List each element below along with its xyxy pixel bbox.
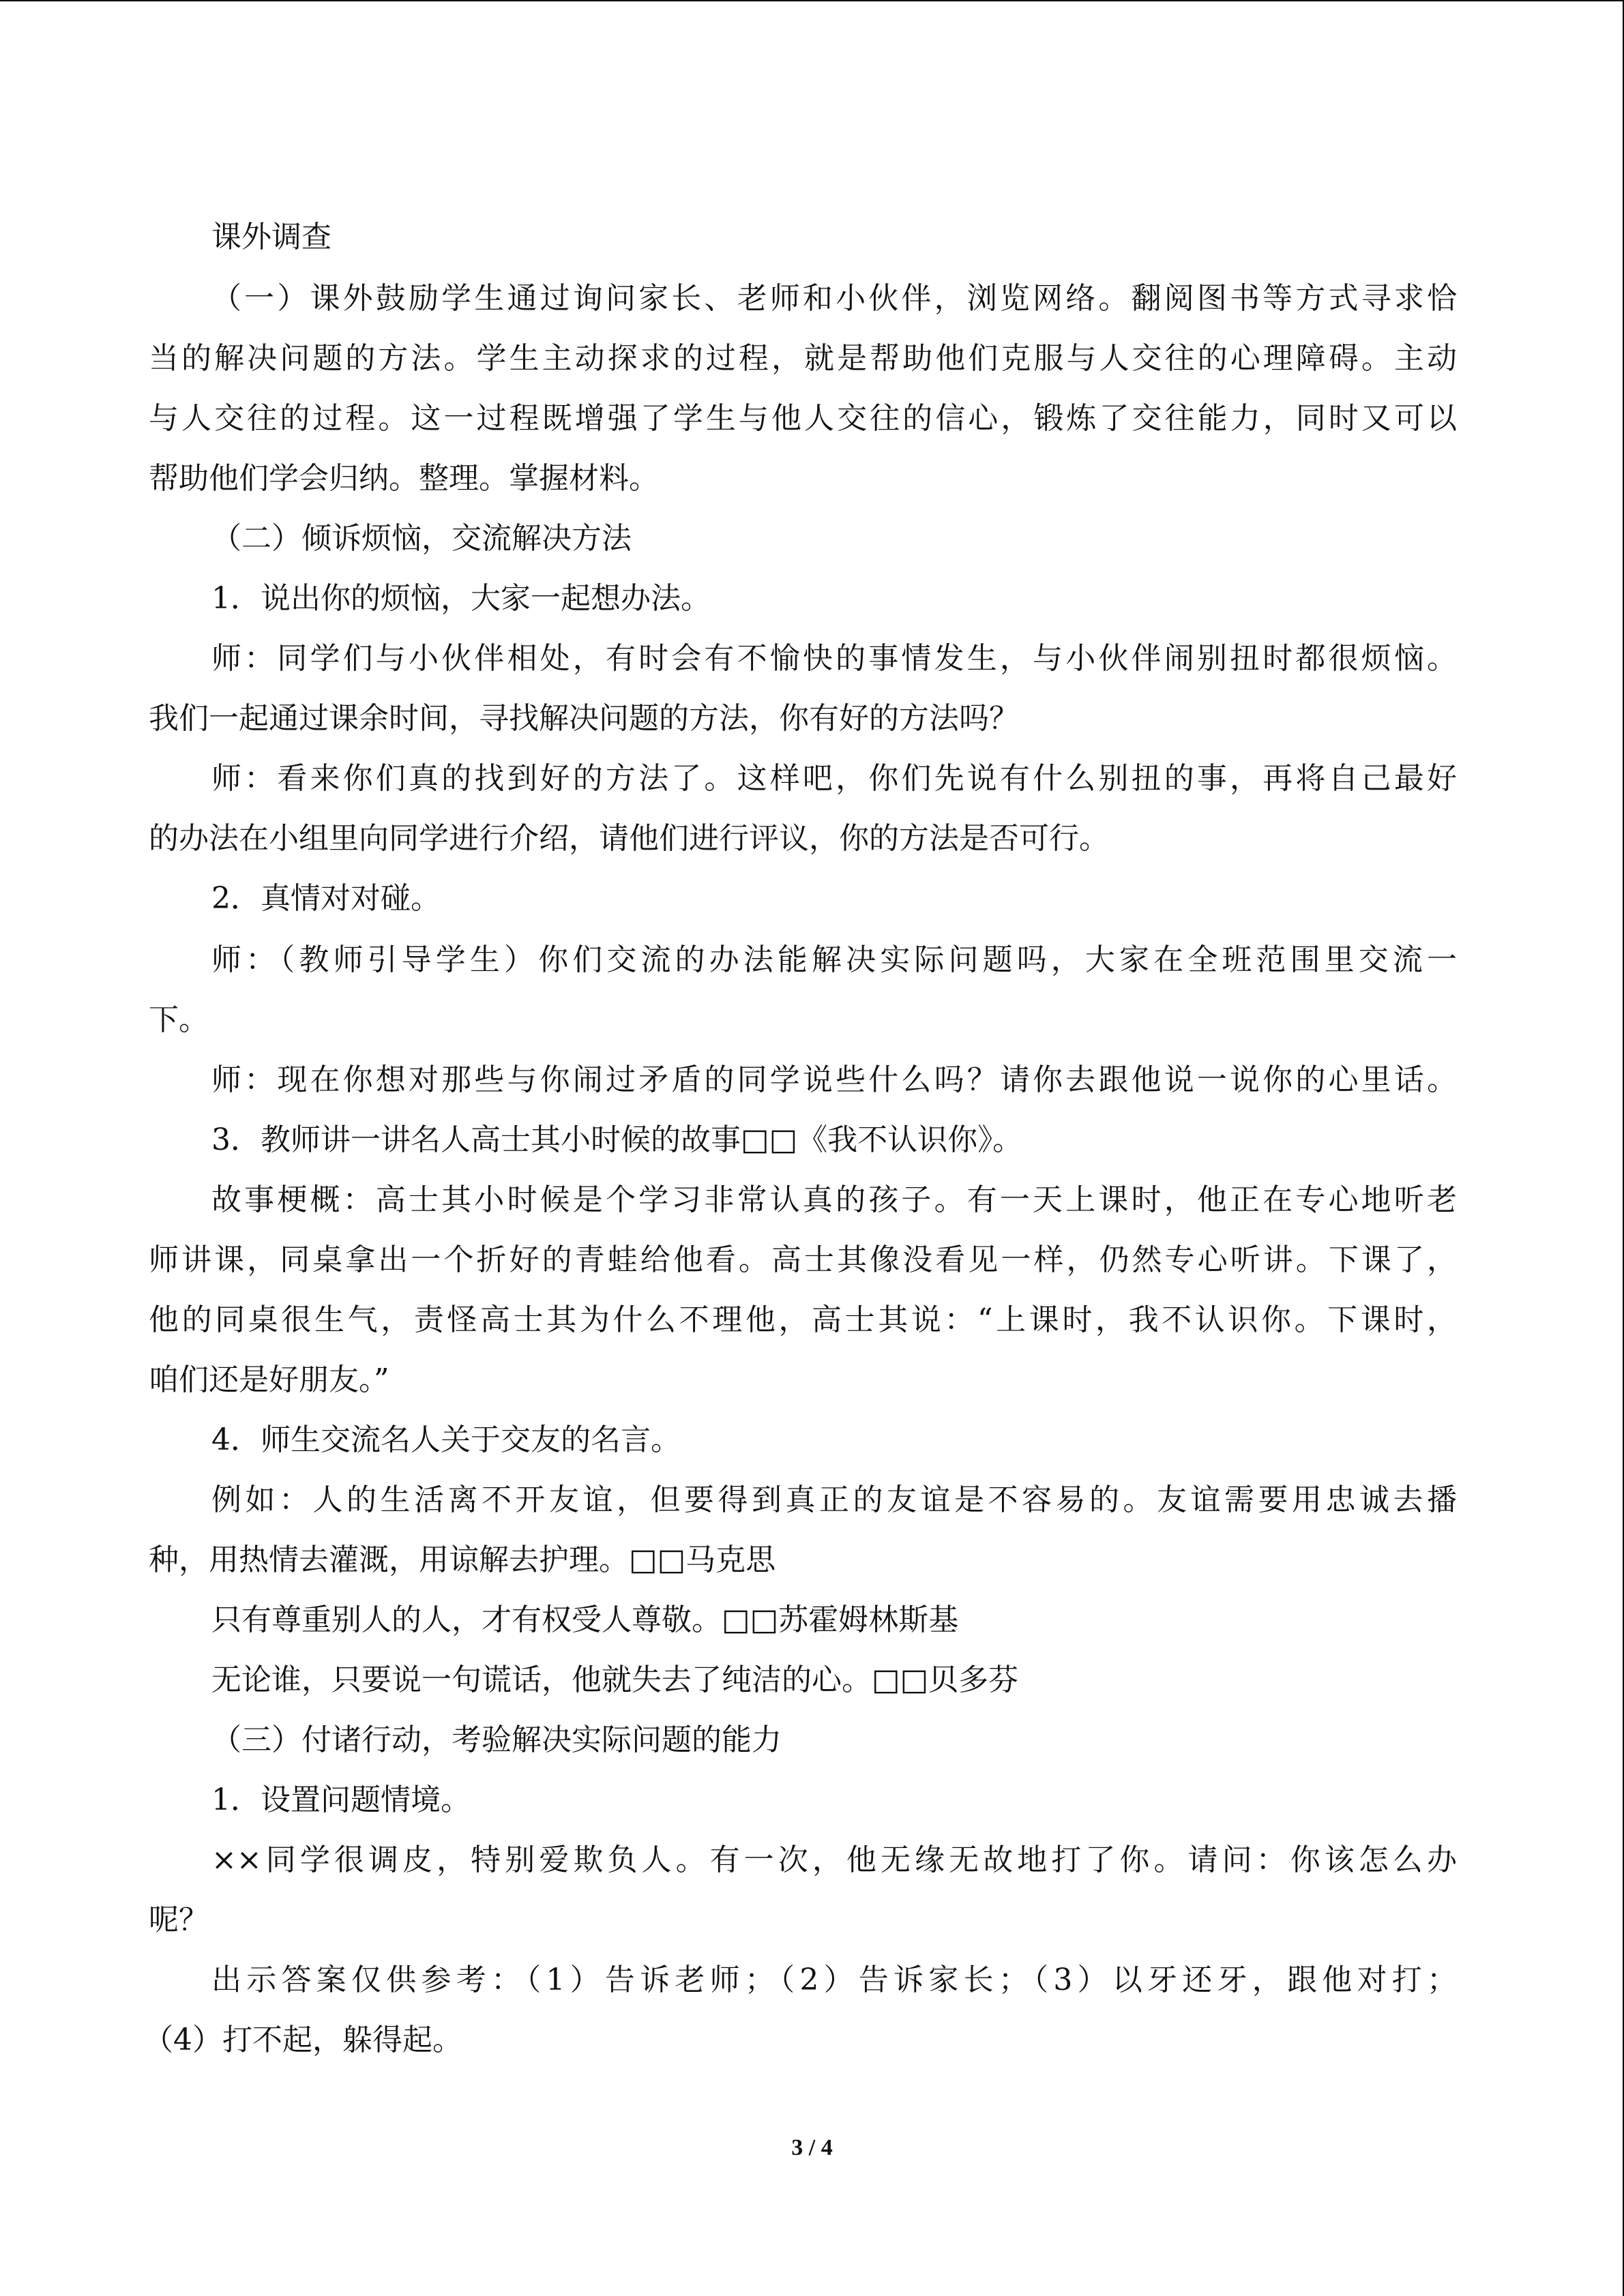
- paragraph-line: 帮助他们学会归纳。整理。掌握材料。: [149, 461, 659, 496]
- paragraph-line: 故事梗概：高士其小时候是个学习非常认真的孩子。有一天上课时，他正在专心地听老: [211, 1182, 1457, 1217]
- paragraph-line: 师：现在你想对那些与你闹过矛盾的同学说些什么吗？请你去跟他说一说你的心里话。: [211, 1062, 1457, 1097]
- paragraph-line: 我们一起通过课余时间，寻找解决问题的方法，你有好的方法吗？: [149, 701, 1019, 736]
- paragraph-line: （4）打不起，躲得起。: [143, 2023, 462, 2057]
- paragraph-line: 下。: [149, 1002, 209, 1037]
- page-number: 3 / 4: [791, 2135, 833, 2160]
- paragraph-line: ××同学很调皮，特别爱欺负人。有一次，他无缘无故地打了你。请问：你该怎么办: [211, 1843, 1457, 1877]
- paragraph-line: 例如：人的生活离不开友谊，但要得到真正的友谊是不容易的。友谊需要用忠诚去播: [211, 1482, 1457, 1517]
- paragraph-line: 师：同学们与小伙伴相处，有时会有不愉快的事情发生，与小伙伴闹别扭时都很烦恼。: [211, 641, 1457, 676]
- paragraph-line: 师讲课，同桌拿出一个折好的青蛙给他看。高士其像没看见一样，仍然专心听讲。下课了，: [149, 1242, 1457, 1277]
- list-item: 2．真情对对碰。: [211, 881, 441, 916]
- paragraph-line: 师：（教师引导学生）你们交流的办法能解决实际问题吗，大家在全班范围里交流一: [211, 942, 1457, 977]
- list-item: 4．师生交流名人关于交友的名言。: [211, 1422, 681, 1457]
- list-item: 1．设置问题情境。: [211, 1783, 471, 1817]
- list-item: 3．教师讲一讲名人高士其小时候的故事□□《我不认识你》。: [211, 1122, 1023, 1157]
- paragraph-line: （一）课外鼓励学生通过询问家长、老师和小伙伴，浏览网络。翻阅图书等方式寻求恰: [211, 281, 1457, 316]
- paragraph-line: 呢？: [149, 1903, 209, 1937]
- subsection-heading: （二）倾诉烦恼，交流解决方法: [211, 521, 632, 556]
- paragraph-line: 出示答案仅供参考：（1）告诉老师；（2）告诉家长；（3）以牙还牙，跟他对打；: [211, 1963, 1457, 1997]
- quote-line: 只有尊重别人的人，才有权受人尊敬。□□苏霍姆林斯基: [211, 1602, 959, 1637]
- subsection-heading: （三）付诸行动，考验解决实际问题的能力: [211, 1723, 782, 1757]
- paragraph-line: 与人交往的过程。这一过程既增强了学生与他人交往的信心，锻炼了交往能力，同时又可以: [149, 401, 1457, 436]
- list-item: 1．说出你的烦恼，大家一起想办法。: [211, 581, 711, 616]
- section-heading: 课外调查: [211, 220, 331, 254]
- paragraph-line: 当的解决问题的方法。学生主动探求的过程，就是帮助他们克服与人交往的心理障碍。主动: [149, 341, 1457, 376]
- paragraph-line: 种，用热情去灌溉，用谅解去护理。□□马克思: [149, 1542, 776, 1577]
- paragraph-line: 的办法在小组里向同学进行介绍，请他们进行评议，你的方法是否可行。: [149, 821, 1109, 856]
- paragraph-line: 他的同桌很生气，责怪高士其为什么不理他，高士其说：“上课时，我不认识你。下课时，: [149, 1302, 1457, 1337]
- paragraph-line: 咱们还是好朋友。”: [149, 1362, 389, 1397]
- quote-line: 无论谁，只要说一句谎话，他就失去了纯洁的心。□□贝多芬: [211, 1663, 1019, 1697]
- paragraph-line: 师：看来你们真的找到好的方法了。这样吧，你们先说有什么别扭的事，再将自己最好: [211, 761, 1457, 796]
